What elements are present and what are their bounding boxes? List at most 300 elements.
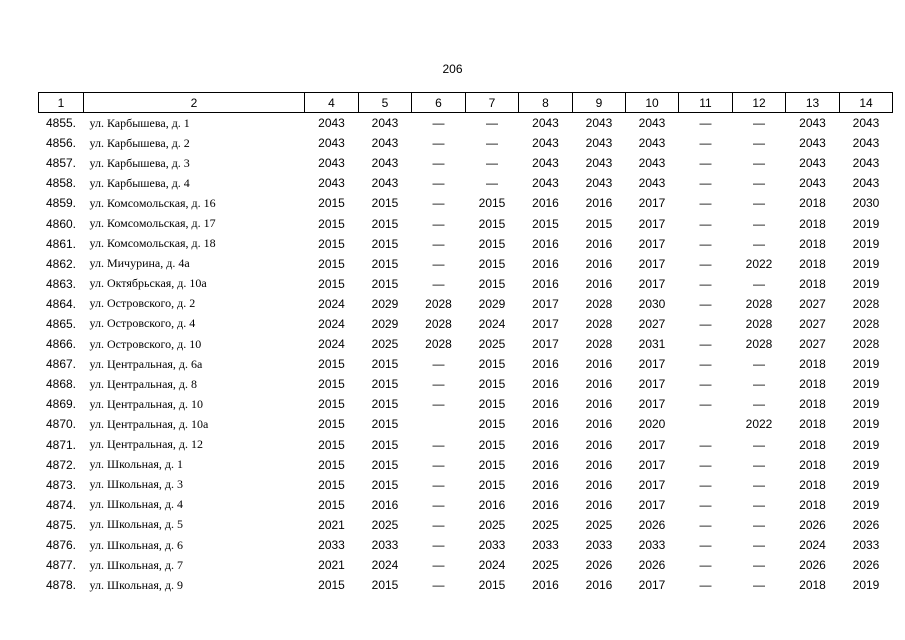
row-number: 4859. bbox=[45, 196, 77, 211]
table-body bbox=[39, 113, 893, 596]
year-cell: 2016 bbox=[585, 236, 613, 251]
year-cell: 2025 bbox=[532, 517, 559, 532]
row-number: 4858. bbox=[45, 176, 77, 191]
year-cell: — bbox=[753, 558, 765, 573]
year-cell: 2027 bbox=[799, 316, 826, 331]
address-cell: ул. Комсомольская, д. 16 bbox=[89, 195, 216, 210]
year-cell: 2015 bbox=[371, 196, 399, 211]
year-cell: — bbox=[699, 176, 712, 191]
year-cell: 2033 bbox=[532, 538, 559, 553]
table-row bbox=[39, 475, 893, 495]
year-cell: 2028 bbox=[425, 296, 452, 311]
year-cell: 2043 bbox=[852, 156, 880, 171]
year-cell: — bbox=[753, 497, 765, 512]
year-cell: 2018 bbox=[799, 216, 826, 231]
year-cell: — bbox=[753, 578, 765, 593]
row-number: 4873. bbox=[45, 477, 77, 492]
address-cell: ул. Центральная, д. 6а bbox=[89, 356, 203, 371]
row-number: 4870. bbox=[45, 417, 77, 432]
year-cell: 2015 bbox=[478, 457, 506, 472]
year-cell: 2043 bbox=[532, 176, 559, 191]
table-row bbox=[39, 234, 893, 254]
year-cell: 2029 bbox=[371, 316, 399, 331]
year-cell: — bbox=[486, 136, 498, 151]
year-cell: 2024 bbox=[478, 316, 506, 331]
year-cell: 2043 bbox=[799, 116, 826, 131]
year-cell: 2019 bbox=[852, 357, 880, 372]
year-cell: — bbox=[432, 256, 445, 271]
year-cell: — bbox=[699, 276, 712, 291]
year-cell: 2043 bbox=[638, 156, 666, 171]
year-cell: — bbox=[699, 578, 712, 593]
year-cell: 2043 bbox=[371, 136, 399, 151]
table-row bbox=[39, 374, 893, 394]
year-cell: 2018 bbox=[799, 397, 826, 412]
year-cell: 2018 bbox=[799, 578, 826, 593]
table-row bbox=[39, 495, 893, 515]
year-cell: 2018 bbox=[799, 236, 826, 251]
year-cell: 2016 bbox=[585, 357, 613, 372]
year-cell: 2015 bbox=[478, 216, 506, 231]
year-cell: 2026 bbox=[638, 517, 666, 532]
year-cell: 2015 bbox=[478, 377, 506, 392]
year-cell: 2028 bbox=[585, 296, 613, 311]
year-cell: 2016 bbox=[532, 357, 559, 372]
year-cell: 2024 bbox=[799, 538, 826, 553]
row-number: 4867. bbox=[45, 357, 77, 372]
year-cell: 2043 bbox=[318, 116, 345, 131]
address-cell: ул. Островского, д. 10 bbox=[89, 336, 202, 351]
year-cell: 2017 bbox=[638, 256, 666, 271]
row-number: 4865. bbox=[45, 316, 77, 331]
year-cell: 2024 bbox=[318, 296, 345, 311]
year-cell: — bbox=[432, 156, 445, 171]
year-cell: 2030 bbox=[852, 196, 880, 211]
year-cell: 2016 bbox=[371, 497, 399, 512]
column-header: 2 bbox=[84, 93, 305, 113]
year-cell: 2015 bbox=[318, 578, 345, 593]
year-cell: — bbox=[753, 397, 765, 412]
year-cell: 2026 bbox=[799, 558, 826, 573]
address-cell: ул. Мичурина, д. 4а bbox=[89, 256, 190, 271]
year-cell: — bbox=[753, 477, 765, 492]
year-cell: 2018 bbox=[799, 196, 826, 211]
year-cell: 2018 bbox=[799, 377, 826, 392]
row-number: 4872. bbox=[45, 457, 77, 472]
year-cell: 2018 bbox=[799, 256, 826, 271]
year-cell: 2043 bbox=[638, 176, 666, 191]
year-cell: — bbox=[486, 156, 498, 171]
year-cell: 2015 bbox=[318, 276, 345, 291]
address-cell: ул. Карбышева, д. 2 bbox=[89, 135, 190, 150]
row-number: 4862. bbox=[45, 256, 77, 271]
year-cell: 2015 bbox=[371, 276, 399, 291]
year-cell: — bbox=[432, 578, 445, 593]
year-cell: 2016 bbox=[532, 397, 559, 412]
year-cell: 2028 bbox=[745, 337, 773, 352]
year-cell: — bbox=[753, 517, 765, 532]
year-cell: 2028 bbox=[585, 337, 613, 352]
table-row bbox=[39, 153, 893, 173]
year-cell: 2015 bbox=[478, 357, 506, 372]
year-cell: — bbox=[432, 437, 445, 452]
year-cell: 2024 bbox=[318, 316, 345, 331]
table-row bbox=[39, 254, 893, 274]
year-cell: — bbox=[753, 538, 765, 553]
year-cell: 2015 bbox=[371, 578, 399, 593]
year-cell: 2017 bbox=[638, 276, 666, 291]
year-cell: 2015 bbox=[371, 457, 399, 472]
year-cell: 2033 bbox=[371, 538, 399, 553]
year-cell: 2019 bbox=[852, 276, 880, 291]
column-header: 7 bbox=[466, 93, 519, 113]
year-cell: 2025 bbox=[371, 337, 399, 352]
year-cell: 2027 bbox=[799, 296, 826, 311]
table-row bbox=[39, 435, 893, 455]
year-cell: 2030 bbox=[638, 296, 666, 311]
year-cell: 2016 bbox=[532, 477, 559, 492]
year-cell: 2043 bbox=[318, 136, 345, 151]
year-cell: 2028 bbox=[745, 316, 773, 331]
year-cell: — bbox=[432, 236, 445, 251]
table-row bbox=[39, 294, 893, 314]
year-cell: — bbox=[432, 357, 445, 372]
year-cell: 2033 bbox=[585, 538, 613, 553]
column-header: 10 bbox=[626, 93, 679, 113]
year-cell: 2017 bbox=[638, 437, 666, 452]
year-cell: 2015 bbox=[585, 216, 613, 231]
year-cell: 2016 bbox=[585, 256, 613, 271]
year-cell: — bbox=[753, 437, 765, 452]
address-cell: ул. Карбышева, д. 1 bbox=[89, 115, 190, 130]
year-cell: 2019 bbox=[852, 477, 880, 492]
year-cell: 2026 bbox=[852, 558, 880, 573]
year-cell: — bbox=[699, 116, 712, 131]
year-cell: 2018 bbox=[799, 276, 826, 291]
year-cell: 2043 bbox=[371, 116, 399, 131]
year-cell: — bbox=[699, 457, 712, 472]
year-cell: — bbox=[432, 517, 445, 532]
year-cell: — bbox=[486, 176, 498, 191]
year-cell: 2027 bbox=[799, 337, 826, 352]
year-cell: 2033 bbox=[852, 538, 880, 553]
year-cell: 2016 bbox=[585, 276, 613, 291]
year-cell: 2016 bbox=[585, 417, 613, 432]
row-number: 4876. bbox=[45, 538, 77, 553]
year-cell: 2017 bbox=[638, 236, 666, 251]
year-cell: — bbox=[753, 457, 765, 472]
year-cell: 2043 bbox=[585, 136, 613, 151]
year-cell: 2016 bbox=[532, 578, 559, 593]
year-cell: 2016 bbox=[585, 397, 613, 412]
year-cell: 2018 bbox=[799, 437, 826, 452]
year-cell: 2015 bbox=[371, 357, 399, 372]
year-cell: 2015 bbox=[371, 377, 399, 392]
year-cell: — bbox=[699, 558, 712, 573]
year-cell: 2018 bbox=[799, 357, 826, 372]
year-cell: 2029 bbox=[478, 296, 506, 311]
year-cell: 2031 bbox=[638, 337, 666, 352]
year-cell: — bbox=[753, 357, 765, 372]
year-cell: 2015 bbox=[318, 357, 345, 372]
address-cell: ул. Островского, д. 4 bbox=[89, 316, 196, 331]
year-cell: — bbox=[699, 538, 712, 553]
address-cell: ул. Школьная, д. 4 bbox=[89, 497, 183, 512]
year-cell: 2024 bbox=[371, 558, 399, 573]
year-cell: 2015 bbox=[371, 477, 399, 492]
year-cell: — bbox=[699, 477, 712, 492]
schedule-table bbox=[38, 92, 893, 595]
table-row bbox=[39, 213, 893, 233]
year-cell: 2017 bbox=[638, 377, 666, 392]
year-cell: — bbox=[753, 136, 765, 151]
year-cell: 2016 bbox=[532, 377, 559, 392]
address-cell: ул. Школьная, д. 9 bbox=[89, 577, 183, 592]
year-cell: 2015 bbox=[318, 497, 345, 512]
table-row bbox=[39, 334, 893, 354]
year-cell: — bbox=[432, 196, 445, 211]
year-cell: 2019 bbox=[852, 377, 880, 392]
year-cell bbox=[679, 414, 733, 434]
year-cell: 2025 bbox=[585, 517, 613, 532]
year-cell: 2017 bbox=[638, 196, 666, 211]
year-cell: — bbox=[432, 116, 445, 131]
year-cell: 2033 bbox=[638, 538, 666, 553]
year-cell: 2015 bbox=[318, 457, 345, 472]
year-cell: — bbox=[699, 517, 712, 532]
table-row bbox=[39, 394, 893, 414]
year-cell: 2016 bbox=[532, 417, 559, 432]
year-cell: 2015 bbox=[318, 397, 345, 412]
year-cell: 2016 bbox=[478, 497, 506, 512]
year-cell: 2016 bbox=[585, 196, 613, 211]
year-cell: 2022 bbox=[745, 256, 773, 271]
table-row bbox=[39, 515, 893, 535]
row-number: 4866. bbox=[45, 337, 77, 352]
column-header: 4 bbox=[305, 93, 359, 113]
row-number: 4877. bbox=[45, 558, 77, 573]
year-cell: — bbox=[753, 156, 765, 171]
year-cell: — bbox=[432, 276, 445, 291]
year-cell: 2027 bbox=[638, 316, 666, 331]
table-row bbox=[39, 133, 893, 153]
year-cell: 2026 bbox=[585, 558, 613, 573]
address-cell: ул. Школьная, д. 1 bbox=[89, 457, 183, 472]
year-cell: 2015 bbox=[478, 578, 506, 593]
row-number: 4869. bbox=[45, 397, 77, 412]
year-cell: — bbox=[699, 337, 712, 352]
column-header: 6 bbox=[412, 93, 466, 113]
year-cell: 2028 bbox=[852, 316, 880, 331]
year-cell: 2043 bbox=[852, 136, 880, 151]
year-cell: — bbox=[699, 156, 712, 171]
column-header: 11 bbox=[679, 93, 733, 113]
year-cell: 2019 bbox=[852, 457, 880, 472]
address-cell: ул. Центральная, д. 10 bbox=[89, 396, 204, 411]
address-cell: ул. Карбышева, д. 3 bbox=[89, 155, 190, 170]
year-cell: 2019 bbox=[852, 497, 880, 512]
year-cell: — bbox=[432, 136, 445, 151]
year-cell: 2017 bbox=[532, 337, 559, 352]
year-cell: 2015 bbox=[371, 216, 399, 231]
year-cell: 2015 bbox=[318, 437, 345, 452]
year-cell: — bbox=[699, 437, 712, 452]
year-cell: 2015 bbox=[478, 236, 506, 251]
address-cell: ул. Школьная, д. 3 bbox=[89, 477, 183, 492]
year-cell: 2021 bbox=[318, 517, 345, 532]
year-cell: 2018 bbox=[799, 477, 826, 492]
table-row bbox=[39, 555, 893, 575]
row-number: 4875. bbox=[45, 517, 77, 532]
year-cell: 2019 bbox=[852, 437, 880, 452]
year-cell: 2017 bbox=[638, 477, 666, 492]
year-cell: — bbox=[753, 377, 765, 392]
year-cell: — bbox=[699, 216, 712, 231]
row-number: 4857. bbox=[45, 156, 77, 171]
year-cell: — bbox=[432, 216, 445, 231]
address-cell: ул. Островского, д. 2 bbox=[89, 296, 196, 311]
year-cell: 2028 bbox=[425, 337, 452, 352]
year-cell: 2043 bbox=[371, 176, 399, 191]
year-cell: 2043 bbox=[532, 136, 559, 151]
year-cell: — bbox=[753, 216, 765, 231]
year-cell: — bbox=[753, 176, 765, 191]
year-cell: — bbox=[432, 457, 445, 472]
year-cell: 2015 bbox=[318, 417, 345, 432]
address-cell: ул. Центральная, д. 8 bbox=[89, 376, 198, 391]
column-header: 14 bbox=[840, 93, 893, 113]
page-number: 206 bbox=[442, 62, 463, 76]
year-cell: 2016 bbox=[532, 276, 559, 291]
year-cell: 2015 bbox=[318, 216, 345, 231]
year-cell: — bbox=[432, 497, 445, 512]
year-cell: — bbox=[699, 316, 712, 331]
year-cell: — bbox=[699, 377, 712, 392]
year-cell: 2043 bbox=[371, 156, 399, 171]
year-cell: 2043 bbox=[799, 156, 826, 171]
year-cell: 2026 bbox=[638, 558, 666, 573]
year-cell: 2025 bbox=[532, 558, 559, 573]
year-cell: 2016 bbox=[585, 377, 613, 392]
year-cell: 2015 bbox=[371, 417, 399, 432]
year-cell: 2017 bbox=[638, 457, 666, 472]
year-cell: 2043 bbox=[852, 116, 880, 131]
year-cell: 2043 bbox=[532, 156, 559, 171]
row-number: 4874. bbox=[45, 497, 77, 512]
row-number: 4855. bbox=[45, 116, 77, 131]
year-cell: 2016 bbox=[585, 457, 613, 472]
column-header: 8 bbox=[519, 93, 573, 113]
year-cell: 2022 bbox=[745, 417, 773, 432]
year-cell: 2016 bbox=[532, 256, 559, 271]
year-cell: — bbox=[753, 276, 765, 291]
year-cell: 2017 bbox=[638, 397, 666, 412]
year-cell: 2015 bbox=[478, 477, 506, 492]
year-cell: 2017 bbox=[532, 296, 559, 311]
year-cell: 2019 bbox=[852, 236, 880, 251]
year-cell: 2026 bbox=[852, 517, 880, 532]
year-cell: 2015 bbox=[478, 417, 506, 432]
year-cell: 2015 bbox=[318, 377, 345, 392]
year-cell: 2024 bbox=[478, 558, 506, 573]
year-cell: 2017 bbox=[532, 316, 559, 331]
year-cell: 2016 bbox=[532, 196, 559, 211]
table-row bbox=[39, 575, 893, 595]
year-cell: — bbox=[699, 397, 712, 412]
year-cell: 2043 bbox=[532, 116, 559, 131]
year-cell: — bbox=[699, 196, 712, 211]
year-cell: 2015 bbox=[478, 437, 506, 452]
table-row bbox=[39, 455, 893, 475]
year-cell: 2025 bbox=[371, 517, 399, 532]
year-cell: 2015 bbox=[318, 256, 345, 271]
year-cell: 2043 bbox=[318, 156, 345, 171]
column-header: 13 bbox=[786, 93, 840, 113]
year-cell: 2043 bbox=[585, 116, 613, 131]
year-cell: 2015 bbox=[478, 276, 506, 291]
year-cell: 2043 bbox=[585, 156, 613, 171]
year-cell: — bbox=[753, 236, 765, 251]
year-cell: 2015 bbox=[478, 196, 506, 211]
year-cell: 2026 bbox=[799, 517, 826, 532]
year-cell: 2043 bbox=[799, 176, 826, 191]
year-cell: — bbox=[432, 477, 445, 492]
year-cell: — bbox=[432, 558, 445, 573]
year-cell: — bbox=[699, 497, 712, 512]
year-cell: 2043 bbox=[852, 176, 880, 191]
column-header: 5 bbox=[359, 93, 412, 113]
year-cell: 2028 bbox=[745, 296, 773, 311]
row-number: 4861. bbox=[45, 236, 77, 251]
year-cell: 2043 bbox=[585, 176, 613, 191]
year-cell: 2017 bbox=[638, 357, 666, 372]
year-cell: 2015 bbox=[371, 256, 399, 271]
year-cell: — bbox=[699, 296, 712, 311]
year-cell: 2019 bbox=[852, 417, 880, 432]
column-header: 9 bbox=[573, 93, 626, 113]
year-cell: 2017 bbox=[638, 216, 666, 231]
address-cell: ул. Комсомольская, д. 18 bbox=[89, 236, 216, 251]
year-cell: 2018 bbox=[799, 457, 826, 472]
address-cell: ул. Октябрьская, д. 10а bbox=[89, 276, 207, 291]
year-cell: 2015 bbox=[371, 236, 399, 251]
year-cell: 2016 bbox=[532, 236, 559, 251]
year-cell: 2016 bbox=[532, 497, 559, 512]
year-cell: 2016 bbox=[585, 578, 613, 593]
year-cell: 2024 bbox=[318, 337, 345, 352]
row-number: 4860. bbox=[45, 216, 77, 231]
table-row bbox=[39, 113, 893, 134]
year-cell: 2018 bbox=[799, 417, 826, 432]
year-cell: 2019 bbox=[852, 216, 880, 231]
year-cell: 2029 bbox=[371, 296, 399, 311]
table-row bbox=[39, 173, 893, 193]
address-cell: ул. Центральная, д. 12 bbox=[89, 437, 204, 452]
year-cell: — bbox=[432, 377, 445, 392]
row-number: 4864. bbox=[45, 296, 77, 311]
year-cell: 2016 bbox=[532, 457, 559, 472]
year-cell: 2019 bbox=[852, 256, 880, 271]
table-row bbox=[39, 274, 893, 294]
year-cell: 2043 bbox=[799, 136, 826, 151]
address-cell: ул. Школьная, д. 6 bbox=[89, 537, 183, 552]
row-number: 4863. bbox=[45, 276, 77, 291]
column-header: 1 bbox=[39, 93, 84, 113]
year-cell: — bbox=[486, 116, 498, 131]
year-cell: 2019 bbox=[852, 578, 880, 593]
year-cell: 2015 bbox=[371, 397, 399, 412]
year-cell: — bbox=[699, 136, 712, 151]
